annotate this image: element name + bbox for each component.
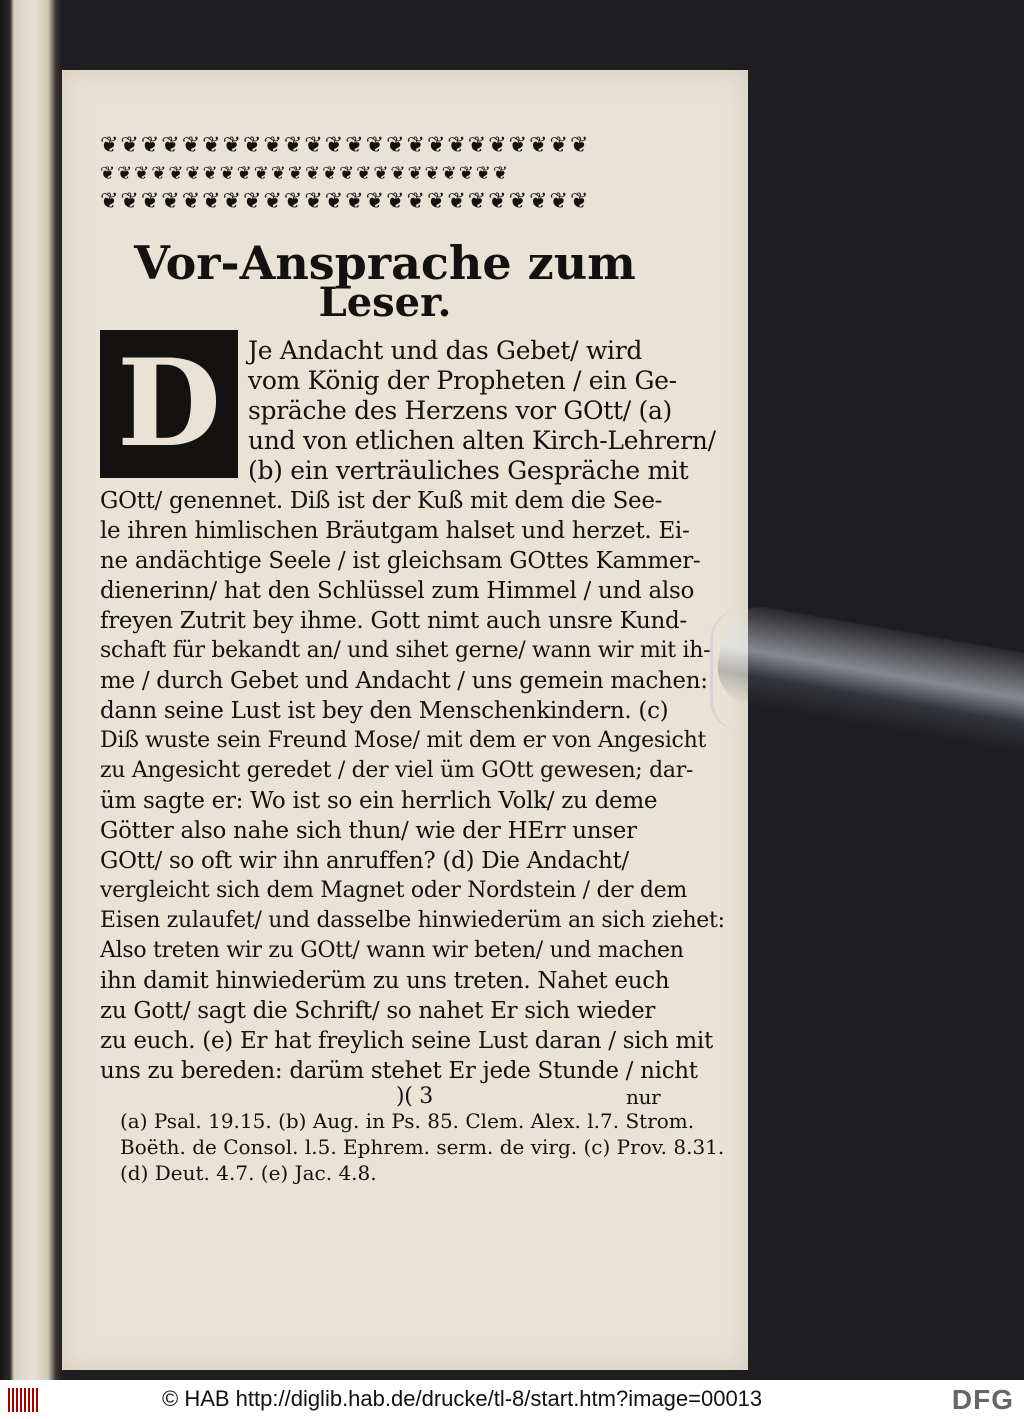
text-line: und von etlichen alten Kirch-Lehrern/ xyxy=(248,426,716,455)
text-line: me / durch Gebet und Andacht / uns gemein machen: xyxy=(100,668,708,694)
ornament-border-top: ❦❦❦❦❦❦❦❦❦❦❦❦❦❦❦❦❦❦❦❦❦❦❦❦ xyxy=(100,134,591,158)
text-line: vergleicht sich dem Magnet oder Nordstein / der dem xyxy=(100,878,687,903)
text-line: dienerinn/ hat den Schlüssel zum Himmel / und also xyxy=(100,578,694,604)
text-line: le ihren himlischen Bräutgam halset und herzet. Ei- xyxy=(100,518,690,544)
page-title: Vor-Ansprache zum xyxy=(134,236,636,290)
footnote: Boëth. de Consol. l.5. Ephrem. serm. de virg. (c) Prov. 8.31. xyxy=(120,1135,725,1159)
dfg-logo: DFG xyxy=(951,1384,1014,1415)
text-line: üm sagte er: Wo ist so ein herrlich Volk/ zu deme xyxy=(100,788,658,814)
footnote: (d) Deut. 4.7. (e) Jac. 4.8. xyxy=(120,1161,377,1185)
text-line: schaft für bekandt an/ und sihet gerne/ wann wir mit ih- xyxy=(100,638,711,663)
text-line: ne andächtige Seele / ist gleichsam GOttes Kammer- xyxy=(100,548,701,574)
catchword: nur xyxy=(626,1085,661,1109)
text-line: Also treten wir zu GOtt/ wann wir beten/ und machen xyxy=(100,938,684,963)
viewer-footer xyxy=(0,1380,1024,1419)
text-line: ihn damit hinwiederüm zu uns treten. Nahet euch xyxy=(100,968,670,994)
ornament-border-bottom: ❦❦❦❦❦❦❦❦❦❦❦❦❦❦❦❦❦❦❦❦❦❦❦❦ xyxy=(100,190,591,214)
ornament-border-middle: ❦❦❦❦❦❦❦❦❦❦❦❦❦❦❦❦❦❦❦❦❦❦❦❦ xyxy=(100,163,510,184)
text-line: GOtt/ genennet. Diß ist der Kuß mit dem die See- xyxy=(100,488,663,514)
text-line: dann seine Lust ist bey den Menschenkindern. (c) xyxy=(100,698,669,724)
text-line: GOtt/ so oft wir ihn anruffen? (d) Die Andacht/ xyxy=(100,848,629,874)
footnote: (a) Psal. 19.15. (b) Aug. in Ps. 85. Clem. Alex. l.7. Strom. xyxy=(120,1109,695,1133)
hab-logo-icon xyxy=(8,1388,38,1412)
text-line: (b) ein verträuliches Gespräche mit xyxy=(248,456,689,485)
copyright-link[interactable]: © HAB http://diglib.hab.de/drucke/tl-8/start.htm?image=00013 xyxy=(162,1386,763,1411)
text-line: Götter also nahe sich thun/ wie der HErr unser xyxy=(100,818,637,844)
text-line: Eisen zulaufet/ und dasselbe hinwiederüm an sich ziehet: xyxy=(100,908,725,933)
text-line: vom König der Propheten / ein Ge- xyxy=(248,366,677,395)
text-line: uns zu bereden: darüm stehet Er jede Stunde / nicht xyxy=(100,1058,698,1084)
book-left-edge xyxy=(0,0,62,1380)
bookmark-ribbon xyxy=(711,601,1024,757)
page-title-line2: Leser. xyxy=(318,279,452,326)
text-line: Je Andacht und das Gebet/ wird xyxy=(248,336,643,365)
text-line: zu euch. (e) Er hat freylich seine Lust daran / sich mit xyxy=(100,1028,713,1054)
signature-mark: )( 3 xyxy=(396,1084,433,1109)
text-line: Diß wuste sein Freund Mose/ mit dem er von Angesicht xyxy=(100,728,706,753)
drop-cap-initial: D xyxy=(100,330,238,478)
text-line: zu Gott/ sagt die Schrift/ so nahet Er sich wieder xyxy=(100,998,656,1024)
text-line: zu Angesicht geredet / der viel üm GOtt gewesen; dar- xyxy=(100,758,694,783)
text-line: spräche des Herzens vor GOtt/ (a) xyxy=(248,396,673,425)
text-line: freyen Zutrit bey ihme. Gott nimt auch unsre Kund- xyxy=(100,608,687,634)
